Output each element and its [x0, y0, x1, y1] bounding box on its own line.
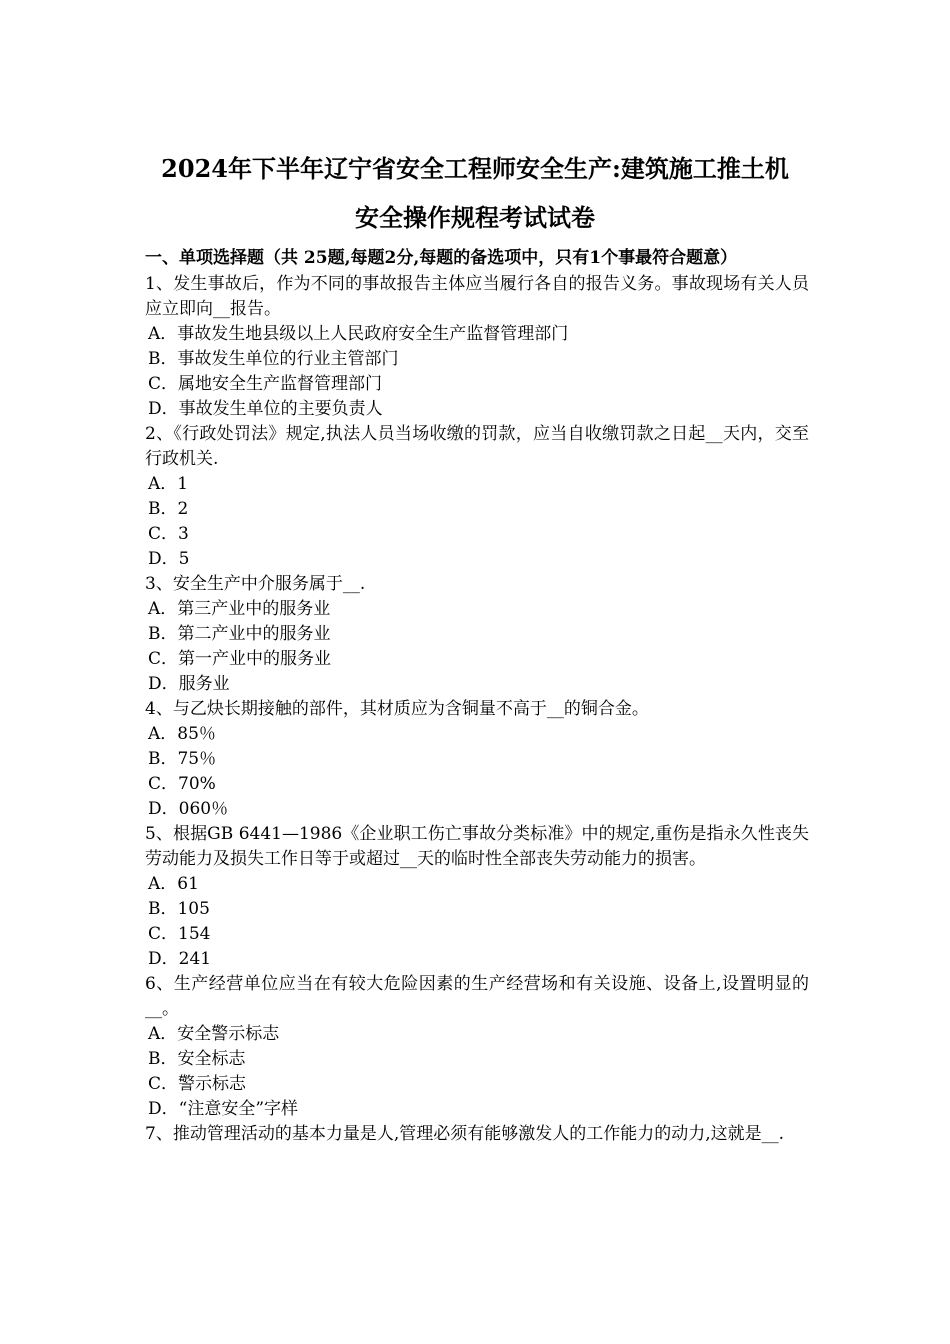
question-stem: 4、与乙炔长期接触的部件，其材质应为含铜量不高于__的铜合金。 [145, 699, 649, 719]
option-c: C．第一产业中的服务业 [148, 649, 332, 669]
question-5 [145, 822, 809, 972]
document-title-line-2: 安全操作规程考试试卷 [355, 203, 595, 232]
question-stem: 3、安全生产中介服务属于__. [145, 574, 366, 594]
option-a: A．61 [148, 874, 199, 894]
option-d: D．241 [148, 949, 212, 969]
question-2 [145, 422, 809, 572]
question-3 [145, 572, 809, 697]
question-1 [145, 272, 809, 422]
option-d: D．事故发生单位的主要负责人 [148, 399, 383, 419]
section-heading: 一、单项选择题（共 25题,每题2分,每题的备选项中，只有1个事最符合题意） [145, 248, 738, 268]
option-b: B．安全标志 [148, 1049, 246, 1069]
question-4 [145, 697, 809, 822]
option-c: C．警示标志 [148, 1074, 247, 1094]
option-a: A．安全警示标志 [148, 1024, 280, 1044]
question-stem: 2、《行政处罚法》规定,执法人员当场收缴的罚款，应当自收缴罚款之日起__天内，交至行政机关. [145, 424, 809, 469]
option-b: B．75％ [148, 749, 217, 769]
option-d: D．“注意安全”字样 [148, 1099, 299, 1119]
option-b: B．事故发生单位的行业主管部门 [148, 349, 399, 369]
option-a: A．事故发生地县级以上人民政府安全生产监督管理部门 [148, 324, 569, 344]
option-c: C．3 [148, 524, 189, 544]
option-d: D．5 [148, 549, 190, 569]
document-body [145, 247, 809, 1147]
option-d: D．服务业 [148, 674, 230, 694]
question-stem: 1、发生事故后，作为不同的事故报告主体应当履行各自的报告义务。事故现场有关人员应立即向__报告。 [145, 274, 809, 319]
option-b: B．105 [148, 899, 210, 919]
option-c: C．70% [148, 774, 216, 794]
option-c: C．属地安全生产监督管理部门 [148, 374, 383, 394]
option-b: B．第二产业中的服务业 [148, 624, 331, 644]
option-a: A．85％ [148, 724, 216, 744]
question-stem: 5、根据GB 6441—1986《企业职工伤亡事故分类标准》中的规定,重伤是指永久性丧失劳动能力及损失工作日等于或超过__天的临时性全部丧失劳动能力的损害。 [145, 824, 809, 869]
question-stem: 6、生产经营单位应当在有较大危险因素的生产经营场和有关设施、设备上,设置明显的__。 [145, 974, 809, 1019]
option-c: C．154 [148, 924, 211, 944]
question-7 [145, 1122, 809, 1147]
document-title-line-1: 2024年下半年辽宁省安全工程师安全生产:建筑施工推土机 [161, 154, 789, 183]
option-a: A．1 [148, 474, 189, 494]
question-stem: 7、推动管理活动的基本力量是人,管理必须有能够激发人的工作能力的动力,这就是__. [145, 1124, 785, 1144]
option-a: A．第三产业中的服务业 [148, 599, 331, 619]
option-d: D．060％ [148, 799, 229, 819]
question-6 [145, 972, 809, 1122]
option-b: B．2 [148, 499, 189, 519]
